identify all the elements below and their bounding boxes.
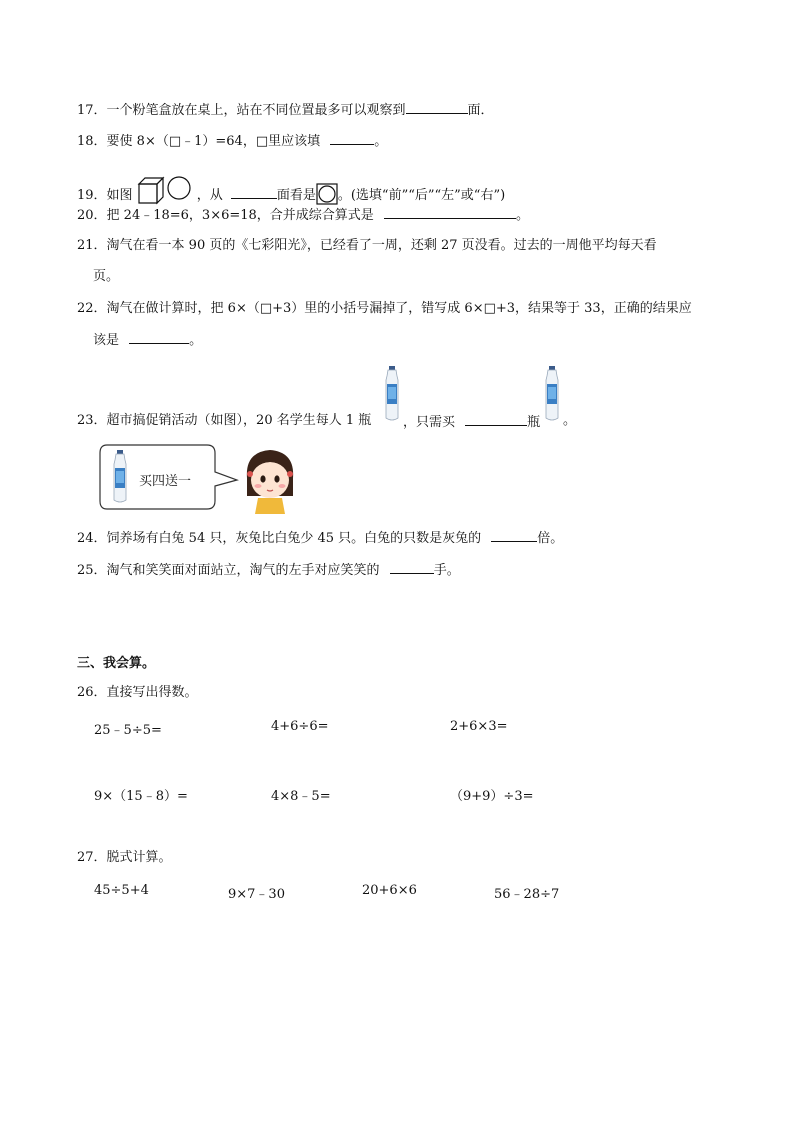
q22-text: 22．淘气在做计算时，把 6×（□+3）里的小括号漏掉了，错写成 6×□+3，结果等于 33，正确的结果应 (77, 301, 692, 316)
q27-expr: 45÷5+4 (94, 883, 149, 898)
q17-post: 面． (467, 103, 494, 118)
q22-post: 。 (189, 333, 203, 348)
q18-text: 18．要使 8×（□﹣1）=64，□里应该填 (77, 134, 321, 149)
q19-blank[interactable] (231, 185, 277, 199)
q20-blank[interactable] (384, 205, 516, 219)
q24-post: 倍。 (537, 531, 564, 546)
q23-post: 。 (563, 413, 577, 428)
q24-text: 24．饲养场有白兔 54 只，灰兔比白兔少 45 只。白兔的只数是灰兔的 (77, 531, 482, 546)
question-21-line1 (77, 237, 657, 255)
q23-unit: 瓶 (527, 415, 541, 430)
q26-expr: 9×（15﹣8）= (94, 789, 188, 804)
girl-avatar (241, 444, 299, 514)
cube-cylinder-figure (137, 175, 197, 205)
q26-expr: 4×8﹣5= (271, 789, 331, 804)
question-17 (77, 100, 494, 120)
q20-text: 20．把 24﹣18=6，3×6=18，合并成综合算式是 (77, 208, 374, 223)
q18-blank[interactable] (330, 131, 374, 145)
q19-post: 。(选填“前”“后”“左”或“右”) (337, 188, 506, 203)
question-19 (77, 175, 505, 205)
q22-blank[interactable] (129, 330, 189, 344)
q26-expr: 25﹣5÷5= (94, 723, 162, 738)
q23-blank[interactable] (465, 412, 527, 426)
q27-expr: 20+6×6 (362, 883, 417, 898)
q23-mid: ，只需买 (403, 415, 456, 430)
q25-post: 手。 (433, 563, 460, 578)
q22-line2-pre: 该是 (93, 333, 120, 348)
q21-text: 21．淘气在看一本 90 页的《七彩阳光》，已经看了一周，还剩 27 页没看。过去的一周他平均每天看 (77, 238, 657, 253)
q20-post: 。 (515, 208, 529, 223)
q26-expr: （9+9）÷3= (450, 789, 534, 804)
q27-expr: 56﹣28÷7 (494, 887, 560, 902)
question-22-line1 (77, 300, 692, 318)
q26-expr: 4+6÷6= (271, 719, 329, 734)
q25-text: 25．淘气和笑笑面对面站立，淘气的左手对应笑笑的 (77, 563, 380, 578)
question-27-title: 27．脱式计算。 (77, 850, 172, 865)
q19-mid1: ，从 (196, 188, 223, 203)
water-bottle-icon (383, 366, 401, 422)
question-20 (77, 205, 529, 225)
question-25 (77, 560, 460, 580)
question-22-line2 (93, 330, 202, 350)
bubble-text: 买四送一 (139, 474, 192, 489)
q17-blank[interactable] (406, 100, 468, 114)
section-title: 三、我会算。 (77, 656, 156, 671)
q24-blank[interactable] (491, 528, 537, 542)
question-18 (77, 131, 387, 151)
question-26-title: 26．直接写出得数。 (77, 685, 198, 700)
q19-mid2: 面看是 (276, 188, 316, 203)
question-21-line2 (93, 268, 119, 286)
q17-text: 17．一个粉笔盒放在桌上，站在不同位置最多可以观察到 (77, 103, 406, 118)
q27-expr: 9×7﹣30 (228, 887, 285, 902)
q18-post: 。 (374, 134, 388, 149)
q23-text: 23．超市搞促销活动（如图），20 名学生每人 1 瓶 (77, 413, 372, 428)
q25-blank[interactable] (390, 560, 434, 574)
q26-expr: 2+6×3= (450, 719, 508, 734)
question-24 (77, 528, 563, 548)
view-shape-icon (316, 183, 338, 205)
water-bottle-icon (543, 366, 561, 422)
promotion-illustration (99, 444, 299, 516)
q19-text: 19．如图 (77, 188, 133, 203)
q21-line2: 页。 (93, 269, 120, 284)
